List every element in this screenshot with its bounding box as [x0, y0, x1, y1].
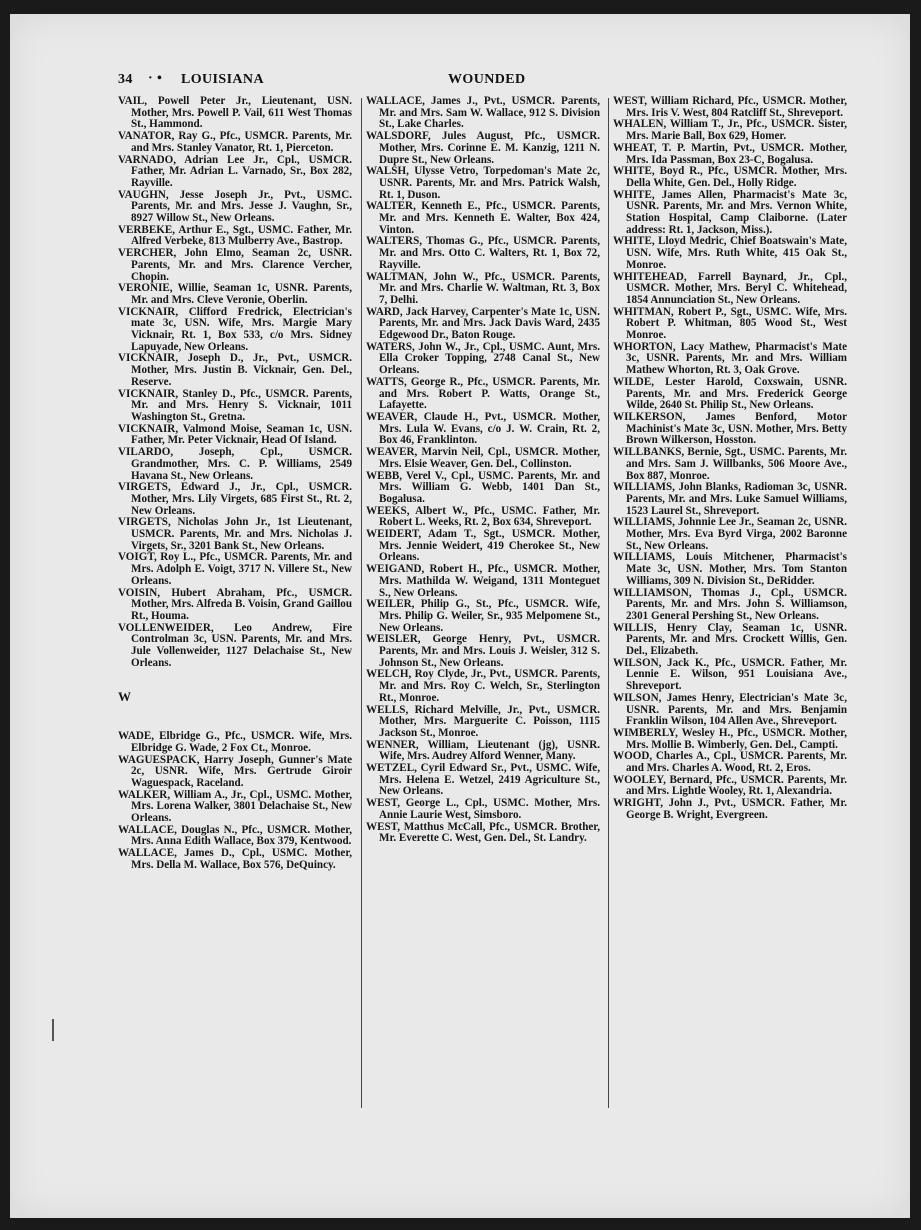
list-entry: WALTER, Kenneth E., Pfc., USMCR. Parents, Mr. and Mrs. Kenneth E. Walter, Box 424, Vinton.: [366, 200, 600, 236]
column-divider: [608, 98, 609, 1108]
list-entry: VIRGETS, Nicholas John Jr., 1st Lieutenant, USMCR. Parents, Mr. and Mrs. Nicholas J. Virgets, Sr., 3201 Bank St., New Orleans.: [118, 516, 352, 552]
column-divider: [361, 98, 362, 1108]
list-entry: WEST, Matthus McCall, Pfc., USMCR. Brother, Mr. Everette C. West, Gen. Del., St. Landry.: [366, 820, 600, 845]
list-entry: VERBEKE, Arthur E., Sgt., USMC. Father, Mr. Alfred Verbeke, 813 Mulberry Ave., Bastrop.: [118, 223, 352, 248]
list-entry: WEBB, Verel V., Cpl., USMC. Parents, Mr. and Mrs. William G. Webb, 1401 Dan St., Bogalusa.: [366, 469, 600, 505]
list-entry: WALTERS, Thomas G., Pfc., USMCR. Parents, Mr. and Mrs. Otto C. Walters, Rt. 1, Box 72, Rayville.: [366, 235, 600, 271]
list-entry: WILLBANKS, Bernie, Sgt., USMC. Parents, Mr. and Mrs. Sam J. Willbanks, 506 Moore Ave., Box 887, Monroe.: [613, 446, 847, 482]
list-entry: WEAVER, Claude H., Pvt., USMCR. Mother, Mrs. Lula W. Evans, c/o J. W. Crain, Rt. 2, Box 46, Franklinton.: [366, 410, 600, 447]
page-number: 34: [118, 72, 133, 87]
section-letter: W: [118, 689, 131, 705]
list-entry: WELCH, Roy Clyde, Jr., Pvt., USMCR. Parents, Mr. and Mrs. Roy C. Welch, Sr., Sterlington Rt., Monroe.: [366, 668, 600, 704]
list-entry: WILLIAMS, Louis Mitchener, Pharmacist's Mate 3c, USN. Mother, Mrs. Tom Stanton Williams, 309 N. Division St., DeRidder.: [613, 551, 847, 587]
list-entry: WEIDERT, Adam T., Sgt., USMCR. Mother, Mrs. Jennie Weidert, 419 Cherokee St., New Orleans.: [366, 528, 600, 564]
list-entry: WIMBERLY, Wesley H., Pfc., USMCR. Mother, Mrs. Mollie B. Wimberly, Gen. Del., Campti.: [613, 726, 847, 751]
list-entry: VILARDO, Joseph, Cpl., USMCR. Grandmother, Mrs. C. P. Williams, 2549 Havana St., New Orleans.: [118, 446, 352, 482]
list-entry: WHITE, Lloyd Medric, Chief Boatswain's Mate, USN. Wife, Mrs. Ruth White, 415 Oak St., Monroe.: [613, 235, 847, 271]
list-entry: WILKERSON, James Benford, Motor Machinist's Mate 3c, USN. Mother, Mrs. Betty Brown Wilkerson, Hosston.: [613, 410, 847, 447]
list-entry: VIRGETS, Edward J., Jr., Cpl., USMCR. Mother, Mrs. Lily Virgets, 685 First St., Rt. 2, New Orleans.: [118, 481, 352, 517]
list-entry: VICKNAIR, Valmond Moise, Seaman 1c, USN. Father, Mr. Peter Vicknair, Head Of Island.: [118, 422, 352, 447]
list-entry: WATERS, John W., Jr., Cpl., USMC. Aunt, Mrs. Ella Croker Topping, 2748 Canal St., New Orleans.: [366, 340, 600, 377]
list-entry: WAGUESPACK, Harry Joseph, Gunner's Mate 2c, USNR. Wife, Mrs. Gertrude Giroir Waguespack, Raceland.: [118, 753, 352, 789]
list-entry: WILSON, Jack K., Pfc., USMCR. Father, Mr. Lennie E. Wilson, 951 Louisiana Ave., Shreveport.: [613, 656, 847, 693]
state-title: LOUISIANA: [181, 72, 264, 87]
list-entry: VARNADO, Adrian Lee Jr., Cpl., USMCR. Father, Mr. Adrian L. Varnado, Sr., Box 282, Rayville.: [118, 153, 352, 189]
list-entry: WEIGAND, Robert H., Pfc., USMCR. Mother, Mrs. Mathilda W. Weigand, 1311 Monteguet S., New Orleans.: [366, 563, 600, 599]
list-entry: WEST, William Richard, Pfc., USMCR. Mother, Mrs. Iris V. West, 804 Ratcliff St., Shreveport.: [613, 95, 847, 119]
column-1: [118, 96, 352, 872]
list-entry: WATTS, George R., Pfc., USMCR. Parents, Mr. and Mrs. Robert P. Watts, Orange St., Lafayette.: [366, 375, 600, 412]
list-entry: WILLIS, Henry Clay, Seaman 1c, USNR. Parents, Mr. and Mrs. Crockett Willis, Gen. Del., Elizabeth.: [613, 621, 847, 658]
list-entry: WHORTON, Lacy Mathew, Pharmacist's Mate 3c, USNR. Parents, Mr. and Mrs. William Mathew Whorton, Rt. 3, Oak Grove.: [613, 340, 847, 377]
list-entry: WEISLER, George Henry, Pvt., USMCR. Parents, Mr. and Mrs. Louis J. Weisler, 312 S. Johnson St., New Orleans.: [366, 633, 600, 669]
document-page: [10, 14, 910, 1218]
list-entry: WILLIAMS, Johnnie Lee Jr., Seaman 2c, USNR. Mother, Mrs. Eva Byrd Virga, 2002 Baronne St., New Orleans.: [613, 516, 847, 552]
list-entry: VANATOR, Ray G., Pfc., USMCR. Parents, Mr. and Mrs. Stanley Vanator, Rt. 1, Pierceton.: [118, 130, 352, 154]
list-entry: WEST, George L., Cpl., USMC. Mother, Mrs. Annie Laurie West, Simsboro.: [366, 797, 600, 821]
list-entry: WALLACE, Douglas N., Pfc., USMCR. Mother, Mrs. Anna Edith Wallace, Box 379, Kentwood.: [118, 823, 352, 848]
list-entry: WILLIAMSON, Thomas J., Cpl., USMCR. Parents, Mr. and Mrs. John S. Williamson, 2301 General Pershing St., New Orleans.: [613, 586, 847, 622]
list-entry: VERONIE, Willie, Seaman 1c, USNR. Parents, Mr. and Mrs. Cleve Veronie, Oberlin.: [118, 282, 352, 306]
list-entry: WOOD, Charles A., Cpl., USMCR. Parents, Mr. and Mrs. Charles A. Wood, Rt. 2, Eros.: [613, 750, 847, 775]
list-entry: WALLACE, James D., Cpl., USMC. Mother, Mrs. Della M. Wallace, Box 576, DeQuincy.: [118, 847, 352, 871]
list-entry: WHITMAN, Robert P., Sgt., USMC. Wife, Mrs. Robert P. Whitman, 805 Wood St., West Monroe.: [613, 305, 847, 342]
list-entry: WOOLEY, Bernard, Pfc., USMCR. Parents, Mr. and Mrs. Lightle Wooley, Rt. 1, Alexandria.: [613, 773, 847, 798]
list-entry: WILSON, James Henry, Electrician's Mate 3c, USNR. Parents, Mr. and Mrs. Benjamin Franklin Wilson, 104 Allen Ave., Shreveport.: [613, 691, 847, 728]
column-3: [613, 96, 847, 822]
header-ornament: · •: [148, 71, 163, 86]
list-entry: WHALEN, William T., Jr., Pfc., USMCR. Sister, Mrs. Marie Ball, Box 629, Homer.: [613, 118, 847, 143]
list-entry: WALTMAN, John W., Pfc., USMCR. Parents, Mr. and Mrs. Charlie W. Waltman, Rt. 3, Box 7, Delhi.: [366, 270, 600, 306]
list-entry: WHITE, James Allen, Pharmacist's Mate 3c, USNR. Parents, Mr. and Mrs. Vernon White, Station Hospital, Camp Claiborne. (Later address: Rt. 1, Jackson, Miss.).: [613, 188, 847, 236]
list-entry: WALKER, William A., Jr., Cpl., USMC. Mother, Mrs. Lorena Walker, 3801 Delachaise St., New Orleans.: [118, 788, 352, 825]
list-entry: VOISIN, Hubert Abraham, Pfc., USMCR. Mother, Mrs. Alfreda B. Voisin, Grand Gaillou Rt., Houma.: [118, 586, 352, 622]
margin-mark: [52, 1019, 54, 1041]
list-entry: VAIL, Powell Peter Jr., Lieutenant, USN. Mother, Mrs. Powell P. Vail, 611 West Thomas St., Hammond.: [118, 95, 352, 131]
list-entry: WRIGHT, John J., Pvt., USMCR. Father, Mr. George B. Wright, Evergreen.: [613, 797, 847, 821]
list-entry: WETZEL, Cyril Edward Sr., Pvt., USMC. Wife, Mrs. Helena E. Wetzel, 2419 Agriculture St., New Orleans.: [366, 762, 600, 798]
section-title: WOUNDED: [448, 72, 526, 87]
list-entry: VICKNAIR, Joseph D., Jr., Pvt., USMCR. Mother, Mrs. Justin B. Vicknair, Gen. Del., Reserve.: [118, 352, 352, 388]
list-entry: WENNER, William, Lieutenant (jg), USNR. Wife, Mrs. Audrey Alford Wenner, Many.: [366, 738, 600, 763]
list-entry: WHITEHEAD, Farrell Baynard, Jr., Cpl., USMCR. Mother, Mrs. Beryl C. Whitehead, 1854 Annunciation St., New Orleans.: [613, 270, 847, 306]
list-entry: WEAVER, Marvin Neil, Cpl., USMCR. Mother, Mrs. Elsie Weaver, Gen. Del., Collinston.: [366, 446, 600, 470]
list-entry: VERCHER, John Elmo, Seaman 2c, USNR. Parents, Mr. and Mrs. Clarence Vercher, Chopin.: [118, 247, 352, 283]
list-entry: VOLLENWEIDER, Leo Andrew, Fire Controlman 3c, USN. Parents, Mr. and Mrs. Jule Vollenweider, 1127 Delachaise St., New Orleans.: [118, 621, 352, 669]
page-header: [118, 72, 858, 90]
list-entry: WALSDORF, Jules August, Pfc., USMCR. Mother, Mrs. Corinne E. M. Kanzig, 1211 N. Dupre St., New Orleans.: [366, 130, 600, 166]
list-entry: WILLIAMS, John Blanks, Radioman 3c, USNR. Parents, Mr. and Mrs. Luke Samuel Williams, 1523 Laurel St., Shreveport.: [613, 481, 847, 517]
list-entry: WEILER, Philip G., St., Pfc., USMCR. Wife, Mrs. Philip G. Weiler, Sr., 935 Melpomene St., New Orleans.: [366, 598, 600, 634]
list-entry: WHEAT, T. P. Martin, Pvt., USMCR. Mother, Mrs. Ida Passman, Box 23-C, Bogalusa.: [613, 141, 847, 166]
list-entry: WHITE, Boyd R., Pfc., USMCR. Mother, Mrs. Della White, Gen. Del., Holly Ridge.: [613, 165, 847, 189]
list-entry: WEEKS, Albert W., Pfc., USMC. Father, Mr. Robert L. Weeks, Rt. 2, Box 634, Shreveport.: [366, 504, 600, 529]
list-entry: VICKNAIR, Stanley D., Pfc., USMCR. Parents, Mr. and Mrs. Henry S. Vicknair, 1011 Washington St., Gretna.: [118, 387, 352, 423]
list-entry: WARD, Jack Harvey, Carpenter's Mate 1c, USN. Parents, Mr. and Mrs. Jack Davis Ward, 2435 Edgewood Dr., Baton Rouge.: [366, 305, 600, 342]
column-2: [366, 96, 600, 845]
list-entry: WELLS, Richard Melville, Jr., Pvt., USMCR. Mother, Mrs. Marguerite C. Poisson, 1115 Jackson St., Monroe.: [366, 703, 600, 739]
list-entry: VAUGHN, Jesse Joseph Jr., Pvt., USMC. Parents, Mr. and Mrs. Jesse J. Vaughn, Sr., 8927 Willow St., New Orleans.: [118, 188, 352, 225]
list-entry: WALLACE, James J., Pvt., USMCR. Parents, Mr. and Mrs. Sam W. Wallace, 912 S. Division St., Lake Charles.: [366, 95, 600, 131]
list-entry: WADE, Elbridge G., Pfc., USMCR. Wife, Mrs. Elbridge G. Wade, 2 Fox Ct., Monroe.: [118, 730, 352, 754]
list-entry: VICKNAIR, Clifford Fredrick, Electrician's mate 3c, USN. Wife, Mrs. Margie Mary Vicknair, Rt. 1, Box 533, c/o Mrs. Sidney Lapuyade, New Orleans.: [118, 305, 352, 353]
list-entry: WALSH, Ulysse Vetro, Torpedoman's Mate 2c, USNR. Parents, Mr. and Mrs. Patrick Walsh, Rt. 1, Duson.: [366, 165, 600, 201]
list-entry: VOIGT, Roy L., Pfc., USMCR. Parents, Mr. and Mrs. Adolph E. Voigt, 3717 N. Villere St., New Orleans.: [118, 551, 352, 587]
list-entry: WILDE, Lester Harold, Coxswain, USNR. Parents, Mr. and Mrs. Frederick George Wilde, 2640 St. Philip St., New Orleans.: [613, 375, 847, 412]
